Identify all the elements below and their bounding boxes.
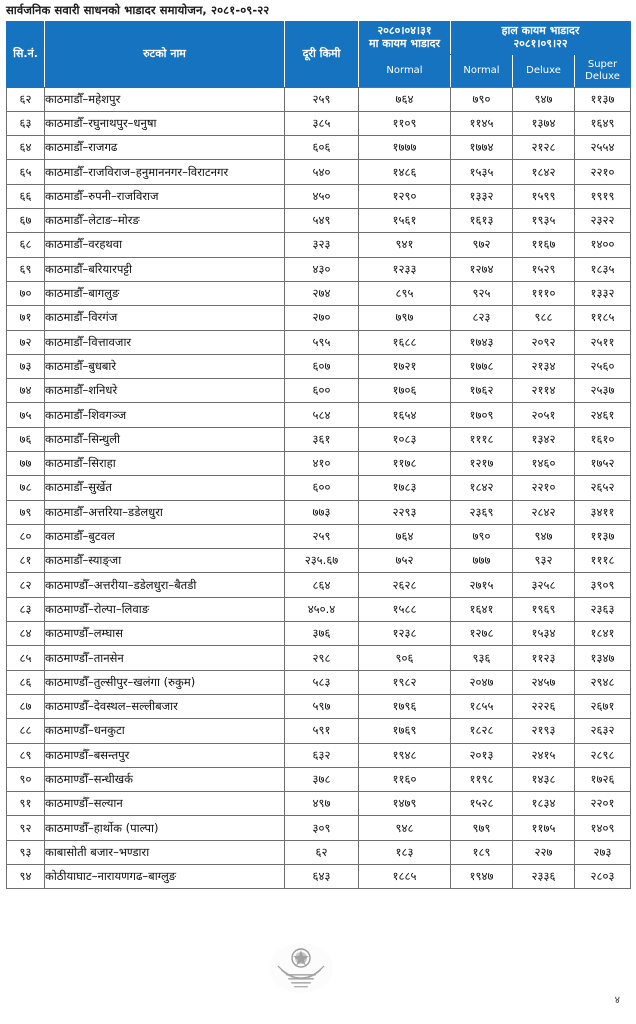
cell-distance: २३५.६७ [285, 549, 359, 573]
cell-super-deluxe-fare: १७५२ [575, 451, 631, 475]
cell-normal-fare: १७४३ [451, 330, 513, 354]
cell-serial-number: ९४ [7, 865, 45, 889]
cell-normal-fare: ७९० [451, 524, 513, 548]
table-header-row-primary [7, 22, 631, 55]
cell-normal-fare: ११४५ [451, 111, 513, 135]
cell-distance: २९८ [285, 646, 359, 670]
cell-super-deluxe-fare: २३२२ [575, 209, 631, 233]
cell-route-name: काठमाडौँ–वित्तावजार [45, 330, 285, 354]
table-row [7, 403, 631, 427]
cell-deluxe-fare: २२१० [513, 476, 575, 500]
cell-distance: ४५०.४ [285, 597, 359, 621]
col-header-old-rate-group [359, 22, 451, 55]
cell-deluxe-fare: ९४७ [513, 524, 575, 548]
cell-normal-fare: ८२३ [451, 306, 513, 330]
cell-distance: ५८३ [285, 670, 359, 694]
cell-deluxe-fare: २२७ [513, 840, 575, 864]
col-header-route-name: रुटको नाम [45, 22, 285, 88]
cell-normal-fare: २७१५ [451, 573, 513, 597]
cell-route-name: काठमाण्डौँ–धनकुटा [45, 719, 285, 743]
current-rate-caption: हाल कायम भाडादर [501, 24, 580, 37]
cell-old-normal-fare: १०८३ [359, 427, 451, 451]
table-body [7, 87, 631, 889]
old-rate-caption: मा कायम भाडादर [369, 36, 440, 50]
table-row [7, 694, 631, 718]
cell-serial-number: ८३ [7, 597, 45, 621]
cell-normal-fare: ९७२ [451, 233, 513, 257]
cell-normal-fare: १७०९ [451, 403, 513, 427]
cell-serial-number: ७५ [7, 403, 45, 427]
col-header-deluxe: Deluxe [513, 54, 575, 87]
cell-super-deluxe-fare: ११३७ [575, 87, 631, 111]
cell-serial-number: ८४ [7, 622, 45, 646]
cell-distance: ५४९ [285, 209, 359, 233]
cell-deluxe-fare: १५३४ [513, 622, 575, 646]
cell-old-normal-fare: १५८८ [359, 597, 451, 621]
table-row [7, 451, 631, 475]
table-row [7, 427, 631, 451]
cell-super-deluxe-fare: २५६० [575, 354, 631, 378]
cell-route-name: काठमाण्डौँ–अत्तरीया–डडेलधुरा–बैतडी [45, 573, 285, 597]
cell-distance: ४१० [285, 451, 359, 475]
cell-route-name: काठमाण्डौँ–लम्घास [45, 622, 285, 646]
cell-old-normal-fare: ८९५ [359, 281, 451, 305]
table-row [7, 622, 631, 646]
cell-serial-number: ६२ [7, 87, 45, 111]
col-header-distance: दूरी किमी [285, 22, 359, 88]
cell-old-normal-fare: १२९० [359, 184, 451, 208]
cell-super-deluxe-fare: २२१० [575, 160, 631, 184]
cell-route-name: काठमाण्डौँ–हार्थोक (पाल्पा) [45, 816, 285, 840]
cell-deluxe-fare: ९८८ [513, 306, 575, 330]
table-row [7, 816, 631, 840]
cell-distance: ४९७ [285, 792, 359, 816]
cell-old-normal-fare: ७५२ [359, 549, 451, 573]
table-row [7, 184, 631, 208]
cell-normal-fare: २०४७ [451, 670, 513, 694]
cell-route-name: काठमाडौँ–लेटाङ–मोरङ [45, 209, 285, 233]
cell-serial-number: ७० [7, 281, 45, 305]
cell-route-name: काठमाडौँ–स्याङ्जा [45, 549, 285, 573]
cell-super-deluxe-fare: २५५४ [575, 136, 631, 160]
cell-old-normal-fare: ११६० [359, 767, 451, 791]
cell-old-normal-fare: १६८८ [359, 330, 451, 354]
cell-deluxe-fare: २१३४ [513, 354, 575, 378]
cell-deluxe-fare: २८४२ [513, 500, 575, 524]
cell-old-normal-fare: १४७९ [359, 792, 451, 816]
cell-old-normal-fare: १२३८ [359, 622, 451, 646]
cell-serial-number: ७३ [7, 354, 45, 378]
cell-serial-number: ९३ [7, 840, 45, 864]
cell-serial-number: ८८ [7, 719, 45, 743]
cell-distance: ६०० [285, 476, 359, 500]
cell-distance: २५९ [285, 87, 359, 111]
table-row [7, 306, 631, 330]
table-row [7, 257, 631, 281]
cell-normal-fare: १५३५ [451, 160, 513, 184]
table-row [7, 865, 631, 889]
cell-old-normal-fare: १८८५ [359, 865, 451, 889]
cell-serial-number: ७८ [7, 476, 45, 500]
cell-super-deluxe-fare: १८४१ [575, 622, 631, 646]
cell-super-deluxe-fare: १९१९ [575, 184, 631, 208]
cell-normal-fare: २३६९ [451, 500, 513, 524]
cell-route-name: काठमाडौँ–बुटवल [45, 524, 285, 548]
cell-normal-fare: १९४७ [451, 865, 513, 889]
cell-super-deluxe-fare: २६३२ [575, 719, 631, 743]
cell-old-normal-fare: १७७७ [359, 136, 451, 160]
cell-old-normal-fare: १९८२ [359, 670, 451, 694]
cell-old-normal-fare: ९४१ [359, 233, 451, 257]
cell-normal-fare: ९३६ [451, 646, 513, 670]
cell-distance: ५९७ [285, 694, 359, 718]
cell-serial-number: ६८ [7, 233, 45, 257]
table-row [7, 767, 631, 791]
table-row [7, 500, 631, 524]
col-header-old-normal: Normal [359, 54, 451, 87]
page-title: सार्वजनिक सवारी साधनको भाडादर समायोजन, २०८१-०९-२२ [6, 3, 270, 17]
table-row [7, 573, 631, 597]
cell-deluxe-fare: ९४७ [513, 87, 575, 111]
cell-distance: २७० [285, 306, 359, 330]
old-rate-date: २०८०।०४।३१ [377, 24, 432, 37]
cell-distance: ५८४ [285, 403, 359, 427]
cell-distance: ६०० [285, 379, 359, 403]
cell-normal-fare: ११९८ [451, 767, 513, 791]
cell-super-deluxe-fare: २८९८ [575, 743, 631, 767]
cell-old-normal-fare: २६२८ [359, 573, 451, 597]
cell-old-normal-fare: ९४८ [359, 816, 451, 840]
cell-serial-number: ९० [7, 767, 45, 791]
cell-super-deluxe-fare: ३४११ [575, 500, 631, 524]
cell-distance: ३२३ [285, 233, 359, 257]
table-row [7, 281, 631, 305]
cell-route-name: काठमाण्डौँ–बसन्तपुर [45, 743, 285, 767]
cell-old-normal-fare: ७९७ [359, 306, 451, 330]
cell-route-name: काठमाडौँ–रघुनाथपुर–धनुषा [45, 111, 285, 135]
cell-deluxe-fare: १३४२ [513, 427, 575, 451]
cell-normal-fare: १८४२ [451, 476, 513, 500]
table-row [7, 111, 631, 135]
table-header [7, 22, 631, 88]
cell-deluxe-fare: ३२५८ [513, 573, 575, 597]
cell-deluxe-fare: २१९३ [513, 719, 575, 743]
cell-deluxe-fare: १५९९ [513, 184, 575, 208]
cell-route-name: काठमाडौँ–शिवगञ्ज [45, 403, 285, 427]
cell-route-name: काठमाडौँ–रुपनी–राजविराज [45, 184, 285, 208]
cell-normal-fare: १२७४ [451, 257, 513, 281]
cell-deluxe-fare: २२२६ [513, 694, 575, 718]
cell-normal-fare: १७७८ [451, 354, 513, 378]
cell-distance: ४३० [285, 257, 359, 281]
cell-super-deluxe-fare: १७२६ [575, 767, 631, 791]
cell-super-deluxe-fare: २६५२ [575, 476, 631, 500]
table-row [7, 743, 631, 767]
cell-distance: ६२ [285, 840, 359, 864]
cell-super-deluxe-fare: २२०१ [575, 792, 631, 816]
cell-serial-number: ६३ [7, 111, 45, 135]
cell-route-name: काठमाडौँ–बागलुङ [45, 281, 285, 305]
cell-serial-number: ७४ [7, 379, 45, 403]
cell-route-name: काठमाडौँ–अत्तरिया–डडेलधुरा [45, 500, 285, 524]
table-row [7, 354, 631, 378]
cell-super-deluxe-fare: १६४९ [575, 111, 631, 135]
table-row [7, 476, 631, 500]
cell-super-deluxe-fare: ११३७ [575, 524, 631, 548]
cell-super-deluxe-fare: २८०३ [575, 865, 631, 889]
cell-old-normal-fare: २२९३ [359, 500, 451, 524]
cell-distance: ६४३ [285, 865, 359, 889]
cell-super-deluxe-fare: २५३७ [575, 379, 631, 403]
cell-route-name: काठमाडौँ–बुधबारे [45, 354, 285, 378]
cell-deluxe-fare: २४१५ [513, 743, 575, 767]
cell-distance: ३७६ [285, 622, 359, 646]
cell-deluxe-fare: ११२३ [513, 646, 575, 670]
cell-normal-fare: १८५५ [451, 694, 513, 718]
cell-distance: ३७८ [285, 767, 359, 791]
cell-old-normal-fare: १८३ [359, 840, 451, 864]
cell-serial-number: ८७ [7, 694, 45, 718]
cell-serial-number: ८१ [7, 549, 45, 573]
cell-serial-number: ९१ [7, 792, 45, 816]
table-row [7, 792, 631, 816]
cell-distance: ६०७ [285, 354, 359, 378]
cell-deluxe-fare: २३३६ [513, 865, 575, 889]
cell-route-name: काठमाण्डौँ–तानसेन [45, 646, 285, 670]
cell-route-name: काठमाण्डौँ–सन्धीखर्क [45, 767, 285, 791]
cell-super-deluxe-fare: २९४८ [575, 670, 631, 694]
col-header-serial-number: सि.नं. [7, 22, 45, 88]
cell-serial-number: ६४ [7, 136, 45, 160]
cell-old-normal-fare: ९०६ [359, 646, 451, 670]
cell-old-normal-fare: १९४८ [359, 743, 451, 767]
cell-route-name: काठमाडौँ–सिन्धुली [45, 427, 285, 451]
cell-serial-number: ७१ [7, 306, 45, 330]
cell-route-name: काबासोती बजार–भण्डारा [45, 840, 285, 864]
cell-distance: ४५० [285, 184, 359, 208]
cell-deluxe-fare: १९६९ [513, 597, 575, 621]
cell-normal-fare: ९२५ [451, 281, 513, 305]
cell-super-deluxe-fare: १४०९ [575, 816, 631, 840]
cell-distance: ६०६ [285, 136, 359, 160]
cell-serial-number: ६५ [7, 160, 45, 184]
cell-normal-fare: १३३२ [451, 184, 513, 208]
cell-deluxe-fare: २०९२ [513, 330, 575, 354]
cell-super-deluxe-fare: ११८५ [575, 306, 631, 330]
table-row [7, 330, 631, 354]
cell-old-normal-fare: १२३३ [359, 257, 451, 281]
cell-normal-fare: १७६२ [451, 379, 513, 403]
super-deluxe-line1: Super [587, 58, 618, 70]
table-row [7, 597, 631, 621]
table-row [7, 840, 631, 864]
cell-serial-number: ६७ [7, 209, 45, 233]
col-header-normal: Normal [451, 54, 513, 87]
cell-distance: ५९५ [285, 330, 359, 354]
cell-old-normal-fare: १६५४ [359, 403, 451, 427]
cell-deluxe-fare: १३७४ [513, 111, 575, 135]
cell-serial-number: ८६ [7, 670, 45, 694]
table-row [7, 719, 631, 743]
cell-normal-fare: ७९० [451, 87, 513, 111]
cell-normal-fare: १२१७ [451, 451, 513, 475]
table-row [7, 160, 631, 184]
cell-super-deluxe-fare: १३४७ [575, 646, 631, 670]
cell-serial-number: ७९ [7, 500, 45, 524]
cell-distance: ३६१ [285, 427, 359, 451]
cell-normal-fare: ९७९ [451, 816, 513, 840]
cell-super-deluxe-fare: २६७१ [575, 694, 631, 718]
cell-serial-number: ८० [7, 524, 45, 548]
table-row [7, 670, 631, 694]
cell-deluxe-fare: २११४ [513, 379, 575, 403]
cell-serial-number: ८२ [7, 573, 45, 597]
col-header-super-deluxe [575, 54, 631, 87]
table-row [7, 379, 631, 403]
cell-route-name: काठमाडौँ–राजगढ [45, 136, 285, 160]
cell-old-normal-fare: १५६१ [359, 209, 451, 233]
cell-deluxe-fare: २४५७ [513, 670, 575, 694]
cell-normal-fare: १६१३ [451, 209, 513, 233]
cell-route-name: काठमाडौँ–राजविराज–हनुमाननगर–विराटनगर [45, 160, 285, 184]
cell-old-normal-fare: १७०६ [359, 379, 451, 403]
cell-normal-fare: १६४१ [451, 597, 513, 621]
cell-distance: ३८५ [285, 111, 359, 135]
cell-distance: ३०९ [285, 816, 359, 840]
cell-old-normal-fare: ११७८ [359, 451, 451, 475]
cell-route-name: काठमाडौँ–सिराहा [45, 451, 285, 475]
cell-route-name: कोठीयाघाट–नारायणगढ–बाग्लुङ [45, 865, 285, 889]
cell-route-name: काठमाडौँ–विरगंज [45, 306, 285, 330]
table-row [7, 209, 631, 233]
cell-serial-number: ६९ [7, 257, 45, 281]
cell-super-deluxe-fare: ३९०९ [575, 573, 631, 597]
cell-deluxe-fare: १९३५ [513, 209, 575, 233]
cell-serial-number: ७६ [7, 427, 45, 451]
cell-super-deluxe-fare: १६१० [575, 427, 631, 451]
cell-distance: ८६४ [285, 573, 359, 597]
cell-deluxe-fare: २०५१ [513, 403, 575, 427]
cell-old-normal-fare: १७९६ [359, 694, 451, 718]
cell-route-name: काठमाडौँ–वरहथवा [45, 233, 285, 257]
cell-normal-fare: १८२८ [451, 719, 513, 743]
table-row [7, 87, 631, 111]
cell-route-name: काठमाण्डौँ–सल्यान [45, 792, 285, 816]
cell-route-name: काठमाडौँ–सुर्खेत [45, 476, 285, 500]
cell-deluxe-fare: २१२८ [513, 136, 575, 160]
table-row [7, 233, 631, 257]
cell-normal-fare: १७७४ [451, 136, 513, 160]
cell-serial-number: ६६ [7, 184, 45, 208]
cell-route-name: काठमाडौँ–महेशपुर [45, 87, 285, 111]
cell-old-normal-fare: १७२१ [359, 354, 451, 378]
current-rate-date: २०८१।०९।२२ [513, 36, 568, 50]
super-deluxe-line2: Deluxe [585, 70, 620, 82]
cell-super-deluxe-fare: २३६३ [575, 597, 631, 621]
cell-serial-number: ८५ [7, 646, 45, 670]
government-seal-watermark-icon [268, 942, 334, 994]
table-row [7, 524, 631, 548]
cell-serial-number: ८९ [7, 743, 45, 767]
cell-distance: ७७३ [285, 500, 359, 524]
cell-super-deluxe-fare: १११८ [575, 549, 631, 573]
cell-route-name: काठमाण्डौँ–देवस्थल–सल्लीबजार [45, 694, 285, 718]
cell-serial-number: ७२ [7, 330, 45, 354]
cell-old-normal-fare: १७६९ [359, 719, 451, 743]
cell-distance: २७४ [285, 281, 359, 305]
cell-normal-fare: १५२८ [451, 792, 513, 816]
cell-old-normal-fare: ७६४ [359, 524, 451, 548]
cell-super-deluxe-fare: १८३५ [575, 257, 631, 281]
page-number: ४ [614, 995, 620, 1006]
cell-normal-fare: २०१३ [451, 743, 513, 767]
cell-serial-number: ७७ [7, 451, 45, 475]
cell-route-name: काठमाण्डौँ–तुल्सीपुर–खलंगा (रुकुम) [45, 670, 285, 694]
cell-route-name: काठमाडौँ–शनिधरे [45, 379, 285, 403]
cell-deluxe-fare: १८४२ [513, 160, 575, 184]
table-row [7, 646, 631, 670]
cell-serial-number: ९२ [7, 816, 45, 840]
cell-super-deluxe-fare: १४०० [575, 233, 631, 257]
cell-route-name: काठमाण्डौँ–रोल्पा–लिवाङ [45, 597, 285, 621]
fare-rate-table [6, 21, 631, 889]
cell-super-deluxe-fare: २५११ [575, 330, 631, 354]
col-header-current-rate-group [451, 22, 631, 55]
cell-deluxe-fare: १४६० [513, 451, 575, 475]
cell-deluxe-fare: १११० [513, 281, 575, 305]
cell-normal-fare: ७७७ [451, 549, 513, 573]
cell-old-normal-fare: १४८६ [359, 160, 451, 184]
cell-distance: ५९१ [285, 719, 359, 743]
cell-normal-fare: १११८ [451, 427, 513, 451]
cell-normal-fare: १२७८ [451, 622, 513, 646]
cell-normal-fare: १८९ [451, 840, 513, 864]
cell-super-deluxe-fare: १३३२ [575, 281, 631, 305]
cell-old-normal-fare: १७८३ [359, 476, 451, 500]
table-row [7, 549, 631, 573]
table-row [7, 136, 631, 160]
cell-super-deluxe-fare: २७३ [575, 840, 631, 864]
cell-route-name: काठमाडौँ–बरियारपट्टी [45, 257, 285, 281]
cell-old-normal-fare: ११०९ [359, 111, 451, 135]
cell-super-deluxe-fare: २४६१ [575, 403, 631, 427]
cell-deluxe-fare: ११७५ [513, 816, 575, 840]
cell-distance: २५९ [285, 524, 359, 548]
cell-deluxe-fare: ९३२ [513, 549, 575, 573]
cell-deluxe-fare: ११६७ [513, 233, 575, 257]
cell-deluxe-fare: १५२९ [513, 257, 575, 281]
cell-old-normal-fare: ७६४ [359, 87, 451, 111]
page-footer [0, 932, 636, 1024]
cell-distance: ५४० [285, 160, 359, 184]
cell-deluxe-fare: १८३४ [513, 792, 575, 816]
cell-distance: ६३२ [285, 743, 359, 767]
cell-deluxe-fare: १४३८ [513, 767, 575, 791]
